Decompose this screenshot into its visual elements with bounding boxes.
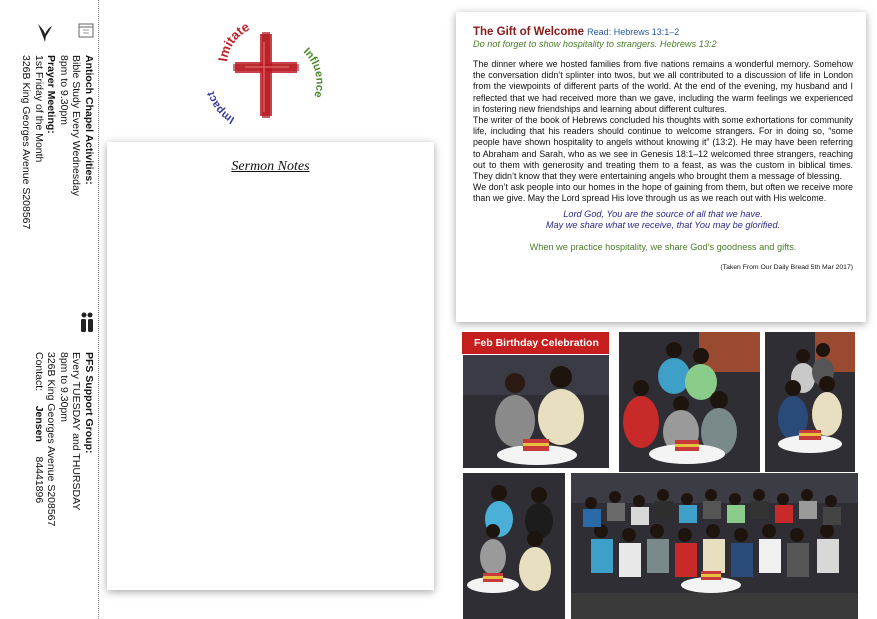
devotion-reference: Read: Hebrews 13:1–2 <box>587 27 680 37</box>
devotion-subtitle: Do not forget to show hospitality to strangers. Hebrews 13:2 <box>473 39 717 49</box>
calendar-icon <box>78 22 94 38</box>
prayer-meeting-title: Prayer Meeting: <box>45 55 58 134</box>
prayer-line-1: Lord God, You are the source of all that we have. <box>563 208 763 219</box>
logo-word-impact: Impact <box>205 90 237 126</box>
pfs-address: 326B King Georges Avenue S208567 <box>45 352 58 527</box>
fold-line <box>98 0 99 619</box>
contact-phone: 84441896 <box>33 456 45 504</box>
devotion-heading <box>473 26 853 39</box>
bible-study-time: 8pm to 9.30pm <box>58 55 70 126</box>
chapel-activities-title: Antioch Chapel Activities: <box>83 55 95 185</box>
svg-text:Impact <box>205 90 237 126</box>
dove-icon <box>36 22 54 44</box>
devotion-paragraph-2: The writer of the book of Hebrews concluded his thoughts with some exhortations for community life, including that his readers should continue to welcome strangers. For in doing so, “some people have shown hospitality to angels without knowing it” (13:2). He may have been referring to Abraham and Sarah, who as we see in Genesis 18:1–12 welcomed three strangers, reaching out to them with generosity and treating them to a feast, as was the custom in biblical times. They didn’t know that they were entertaining angels who brought them a message of blessing. <box>473 115 853 182</box>
pfs-contact <box>33 352 46 526</box>
sermon-notes-title: Sermon Notes <box>231 159 310 174</box>
logo-word-influence: Influence <box>300 45 326 99</box>
devotion-closing: When we practice hospitality, we share God’s goodness and gifts. <box>529 241 797 252</box>
contact-name: Jensen <box>33 405 45 442</box>
birthday-photo-5 <box>571 473 858 619</box>
logo-word-imitate: Imitate <box>215 18 252 63</box>
devotion-prayer <box>473 209 853 232</box>
devotion-source: (Taken From Our Daily Bread 5th Mar 2017) <box>720 263 853 271</box>
activities-column <box>0 0 98 619</box>
birthday-banner: Feb Birthday Celebration <box>462 332 609 354</box>
devotion-card <box>456 12 866 322</box>
birthday-photo-2 <box>619 332 760 472</box>
prayer-meeting-when: 1st Friday of the Month <box>33 55 45 163</box>
svg-text:Imitate <box>215 19 252 63</box>
pfs-support-block <box>33 352 96 526</box>
devotion-paragraph-3: We don’t ask people into our homes in the hope of gaining from them, but often we receive more than we give. May the Lord spread His love through us as we reach out with His welcome. <box>473 182 853 204</box>
chapel-activities-block <box>20 55 95 229</box>
prayer-line-2: May we share what we receive, that You may be glorified. <box>545 220 781 231</box>
bible-study-text: Bible Study Every Wednesday <box>70 55 83 197</box>
cross-icon <box>233 32 299 118</box>
chapel-address: 326B King Georges Avenue S208567 <box>20 55 33 230</box>
devotion-paragraph-1: The dinner where we hosted families from five nations remains a wonderful memory. Somehow the conversation didn’t splinter into twos, but we all contributed to a discussion of life in London from the viewpoints of different parts of the world. At the end of the evening, my husband and I reflected that we had received more than we gave, including the warm feelings we experienced in fostering new friendships and learning about different cultures. <box>473 59 853 114</box>
people-icon <box>80 312 94 334</box>
devotion-title: The Gift of Welcome <box>473 26 584 38</box>
sermon-notes-paper <box>107 142 434 590</box>
pfs-time: 8pm to 9.30pm <box>58 352 70 423</box>
birthday-photo-3 <box>765 332 855 472</box>
birthday-photo-1 <box>463 355 609 468</box>
svg-text:Influence <box>301 46 326 99</box>
birthday-photo-4 <box>463 473 565 619</box>
contact-label: Contact: <box>33 352 45 392</box>
church-logo <box>205 14 327 132</box>
pfs-days: Every TUESDAY and THURSDAY <box>70 352 83 511</box>
pfs-title: PFS Support Group: <box>83 352 95 454</box>
